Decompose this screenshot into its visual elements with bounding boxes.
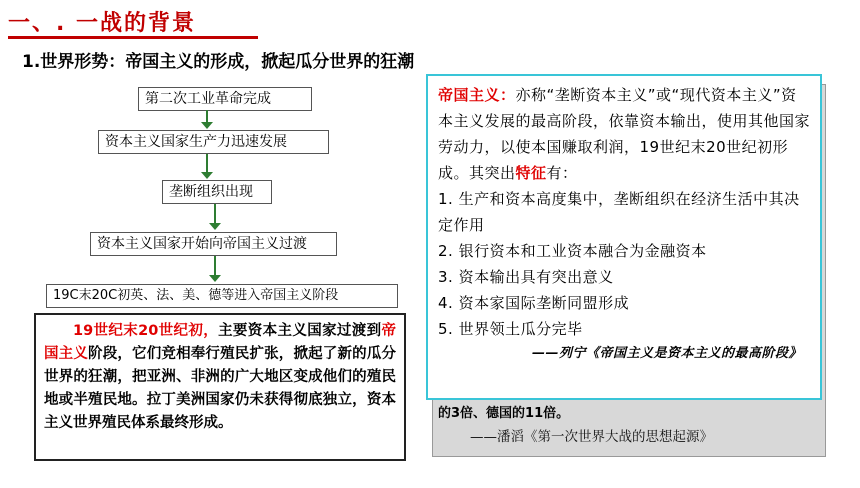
- feature-item: 1. 生产和资本高度集中，垄断组织在经济生活中其决定作用: [438, 190, 800, 234]
- definition-feature-word: 特征: [515, 164, 547, 182]
- feature-item: 5. 世界领土瓜分完毕: [438, 320, 583, 338]
- flow-step-2: 资本主义国家生产力迅速发展: [98, 130, 329, 154]
- feature-item: 2. 银行资本和工业资本融合为金融资本: [438, 242, 707, 260]
- background-quote-tail: 的3倍、德国的11倍。: [438, 406, 570, 421]
- summary-term: 帝国主义: [44, 323, 397, 362]
- flow-step-1: 第二次工业革命完成: [138, 87, 312, 111]
- section-subheading: 1.世界形势：帝国主义的形成，掀起瓜分世界的狂潮: [22, 52, 415, 72]
- arrow-down-icon: [201, 154, 213, 179]
- definition-intro-paragraph: [438, 82, 810, 186]
- flow-step-4: 资本主义国家开始向帝国主义过渡: [90, 232, 337, 256]
- summary-text-1: 主要资本主义国家过渡到: [218, 323, 382, 339]
- arrow-down-icon: [209, 204, 221, 230]
- definition-box: [426, 74, 822, 400]
- summary-box: [34, 313, 406, 461]
- title-underline: [8, 36, 258, 39]
- feature-item: 3. 资本输出具有突出意义: [438, 268, 614, 286]
- arrow-down-icon: [201, 110, 213, 129]
- flow-step-3: 垄断组织出现: [162, 180, 272, 204]
- definition-citation: ——列宁《帝国主义是资本主义的最高阶段》: [531, 346, 802, 361]
- slide-title: 一、. 一战的背景: [8, 11, 197, 36]
- background-quote-source: ——潘滔《第一次世界大战的思想起源》: [470, 429, 713, 445]
- summary-lead: 19世纪末20世纪初，: [73, 323, 219, 339]
- definition-feature-suffix: 有：: [546, 164, 578, 182]
- definition-intro: 亦称“垄断资本主义”或“现代资本主义”资本主义发展的最高阶段，依靠资本输出，使用其他国家劳动力，以使本国赚取利润，19世纪末20世纪初形成。其突出: [438, 86, 811, 182]
- arrow-down-icon: [209, 256, 221, 282]
- flow-step-5: 19C末20C初英、法、美、德等进入帝国主义阶段: [46, 284, 398, 308]
- definition-term: 帝国主义：: [438, 86, 516, 104]
- summary-text-2: 阶段，它们竞相奉行殖民扩张，掀起了新的瓜分世界的狂潮，把亚洲、非洲的广大地区变成他们的殖民地或半殖民地。拉丁美洲国家仍未获得彻底独立，资本主义世界殖民体系最终形成。: [44, 346, 397, 431]
- feature-item: 4. 资本家国际垄断同盟形成: [438, 294, 630, 312]
